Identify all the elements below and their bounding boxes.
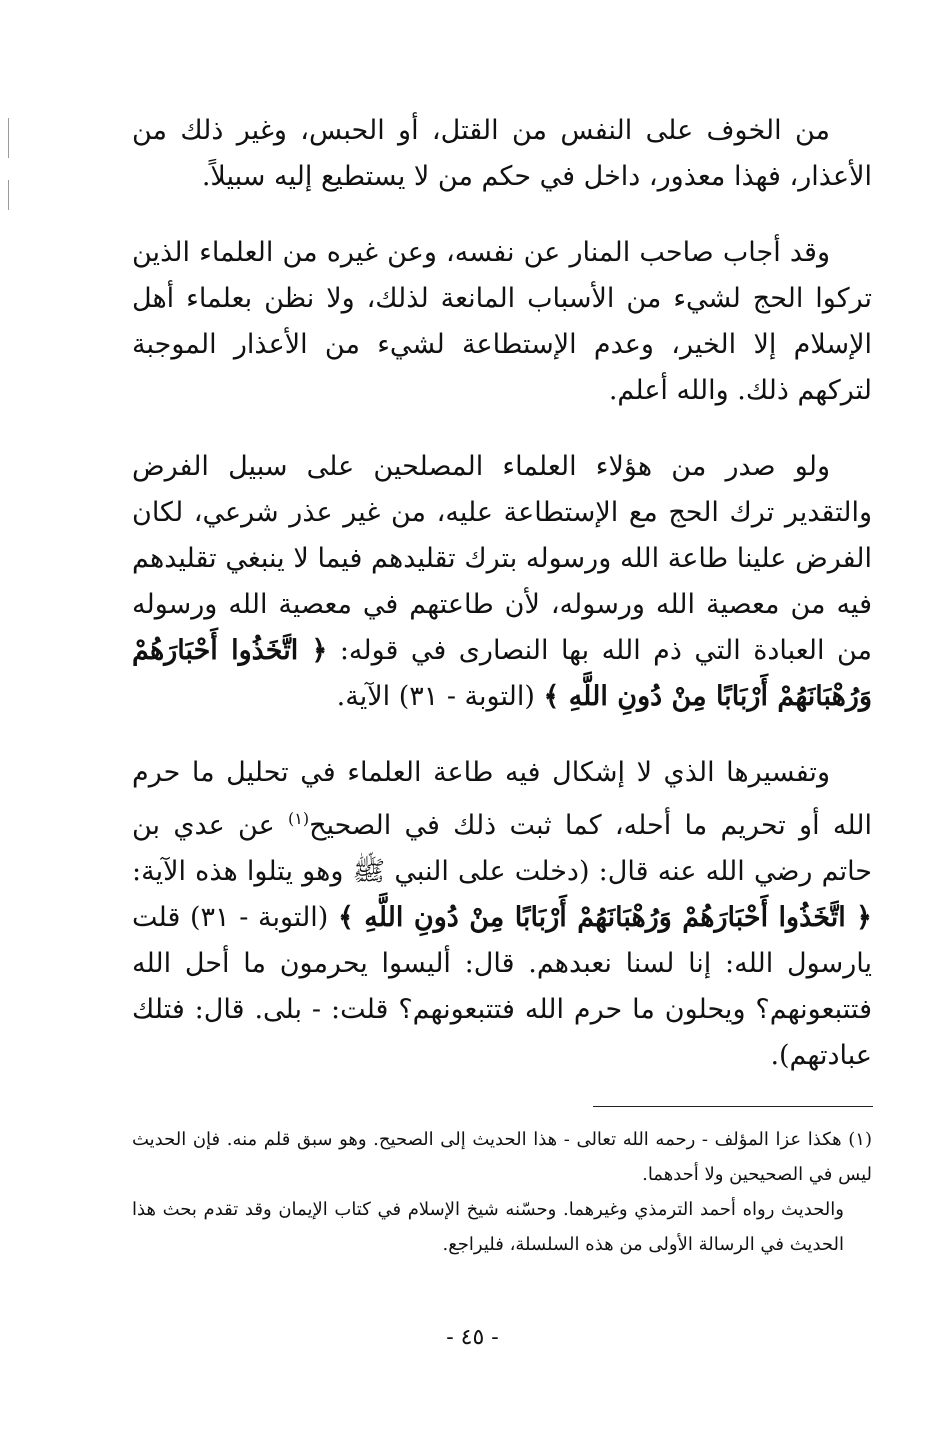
footnote-1-continuation: والحديث رواه أحمد الترمذي وغيرهما. وحسّنه شيخ الإسلام في كتاب الإيمان وقد تقدم بحث هذا الحديث في الرسالة الأولى من هذه السلسلة، فليراجع. [132, 1199, 844, 1255]
paragraph-2: وقد أجاب صاحب المنار عن نفسه، وعن غيره من العلماء الذين تركوا الحج لشيء من الأسباب المانعة لذلك، ولا نظن بعلماء أهل الإسلام إلا الخير، وعدم الإستطاعة لشيء من الأعذار الموجبة لتركهم ذلك. والله أعلم. [132, 237, 872, 406]
paragraph-4 [132, 750, 872, 1079]
footnote-1: (١) هكذا عزا المؤلف - رحمه الله تعالى - هذا الحديث إلى الصحيح. وهو سبق قلم منه. فإن الحديث ليس في الصحيحين ولا أحدهما. [132, 1129, 872, 1185]
paragraph-4-text-a: وتفسيرها الذي لا إشكال فيه طاعة العلماء في تحليل ما حرم الله أو تحريم ما أحله، كما ثبت ذلك في الصحيح [132, 757, 872, 841]
footnotes [132, 1122, 872, 1262]
page-number: - ٤٥ - [446, 1325, 499, 1350]
footnote-divider [593, 1106, 873, 1107]
paragraph-1: من الخوف على النفس من القتل، أو الحبس، وغير ذلك من الأعذار، فهذا معذور، داخل في حكم من لا يستطيع إليه سبيلاً. [132, 115, 872, 192]
quran-verse: ﴿ اتَّخَذُوا أَحْبَارَهُمْ وَرُهْبَانَهُمْ أَرْبَابًا مِنْ دُونِ اللَّهِ ﴾ [337, 902, 872, 933]
margin-mark-top [8, 118, 9, 158]
footnote-reference[interactable]: (١) [287, 809, 310, 828]
main-text [132, 108, 872, 1109]
quran-verse: ﴿ اتَّخَذُوا أَحْبَارَهُمْ وَرُهْبَانَهُمْ أَرْبَابًا مِنْ دُونِ اللَّهِ ﴾ [132, 635, 872, 712]
paragraph-3-text: ولو صدر من هؤلاء العلماء المصلحين على سبيل الفرض والتقدير ترك الحج مع الإستطاعة عليه، من غير عذر شرعي، لكان الفرض علينا طاعة الله ورسوله بترك تقليدهم فيما لا ينبغي تقليدهم فيه من معصية الله ورسوله، لأن طاعتهم في معصية الله ورسوله من العبادة التي ذم الله بها النصارى في قوله: [132, 451, 872, 666]
paragraph-3 [132, 444, 872, 720]
paragraph-4-text-b: عن عدي بن حاتم رضي الله عنه قال: (دخلت على النبي ﷺ وهو يتلوا هذه الآية: [132, 810, 872, 887]
verse-reference: (التوبة - ٣١) الآية. [336, 681, 535, 712]
margin-mark-middle [8, 180, 9, 210]
paragraph-4-text-c: (التوبة - ٣١) قلت يارسول الله: إنا لسنا نعبدهم. قال: أليسوا يحرمون ما أحل الله فتتبعونهم؟ ويحلون ما حرم الله فتتبعونهم؟ قلت: - بلى. قال: فتلك عبادتهم). [132, 902, 872, 1071]
